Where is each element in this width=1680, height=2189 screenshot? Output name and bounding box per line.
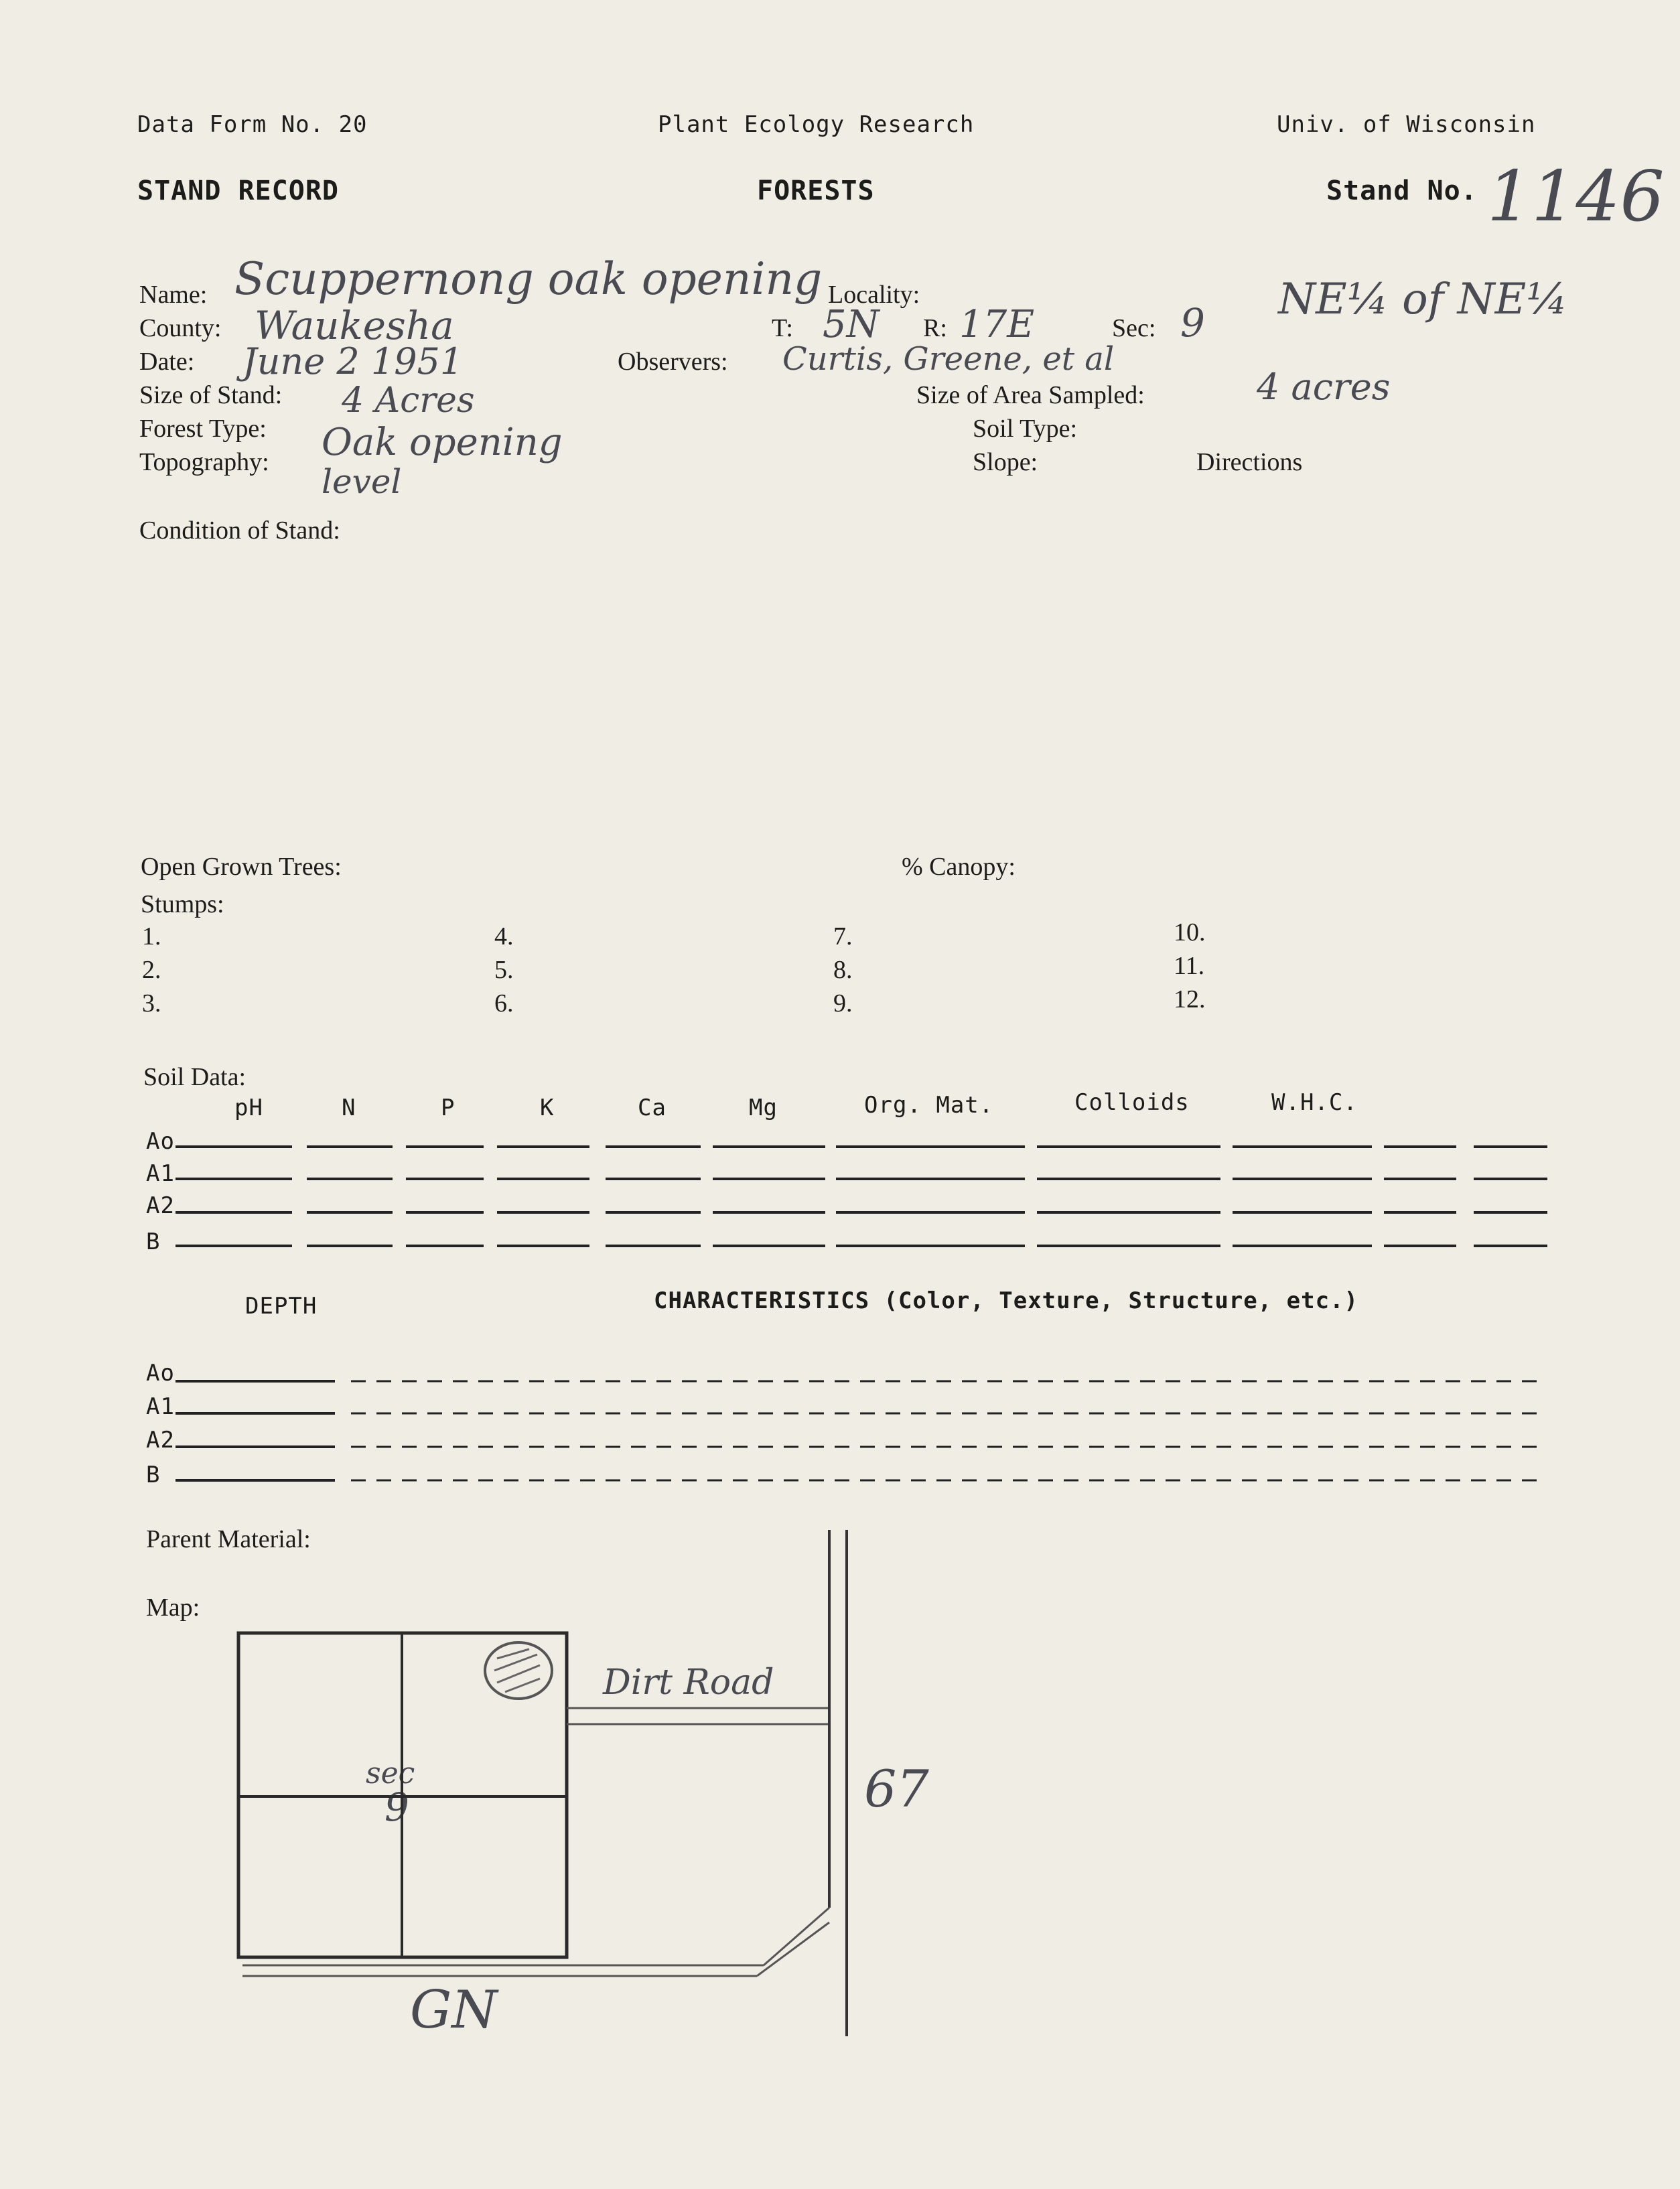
map-road-label: Dirt Road [603, 1663, 774, 1703]
topography-label: Topography: [139, 448, 269, 476]
stump-5: 5. [494, 956, 514, 984]
map-bottom-label: GN [410, 1980, 498, 2040]
date-value: June 2 1951 [242, 340, 464, 382]
characteristics-label: CHARACTERISTICS (Color, Texture, Structure, etc.) [654, 1287, 1359, 1314]
horizon-a1: A1 [146, 1160, 175, 1187]
size-of-stand-label: Size of Stand: [139, 381, 283, 409]
canopy-label: % Canopy: [902, 853, 1016, 881]
range-value: 17E [959, 303, 1035, 346]
name-value: Scuppernong oak opening [234, 253, 823, 305]
characteristics-lines [176, 1381, 335, 1480]
stump-7: 7. [833, 922, 853, 950]
section-label: Sec: [1112, 314, 1156, 342]
record-title: STAND RECORD [137, 175, 339, 206]
open-grown-trees-label: Open Grown Trees: [141, 853, 342, 881]
observers-label: Observers: [618, 348, 728, 376]
horizon-b: B [146, 1228, 161, 1255]
stump-4: 4. [494, 922, 514, 950]
horizon-a2: A2 [146, 1192, 175, 1219]
col-k: K [540, 1094, 555, 1121]
directions-label: Directions [1196, 448, 1303, 476]
col-ph: pH [234, 1094, 263, 1121]
university: Univ. of Wisconsin [1277, 111, 1536, 138]
section-value: 9 [1180, 300, 1205, 346]
form-number: Data Form No. 20 [137, 111, 368, 138]
col-p: P [441, 1094, 456, 1121]
depth-label: DEPTH [245, 1293, 318, 1320]
char-horizon-b: B [146, 1462, 161, 1488]
stump-12: 12. [1174, 985, 1206, 1013]
col-whc: W.H.C. [1271, 1089, 1358, 1116]
institution: Plant Ecology Research [658, 111, 975, 138]
stump-2: 2. [142, 956, 161, 984]
forest-type-value: Oak opening [322, 421, 563, 464]
township-value: 5N [823, 303, 880, 346]
locality-value: NE¼ of NE¼ [1278, 275, 1568, 324]
stump-8: 8. [833, 956, 853, 984]
size-of-area-label: Size of Area Sampled: [916, 381, 1145, 409]
size-of-area-value: 4 acres [1257, 366, 1391, 408]
township-label: T: [772, 314, 793, 342]
char-horizon-a2: A2 [146, 1427, 175, 1454]
stumps-label: Stumps: [141, 890, 224, 918]
char-horizon-ao: Ao [146, 1360, 175, 1387]
locality-label: Locality: [828, 281, 920, 309]
stump-10: 10. [1174, 918, 1206, 946]
condition-label: Condition of Stand: [139, 516, 340, 545]
observers-value: Curtis, Greene, et al [782, 340, 1115, 378]
size-of-stand-value: 4 Acres [342, 380, 475, 421]
slope-label: Slope: [973, 448, 1038, 476]
map-sec-number: 9 [384, 1784, 409, 1830]
map-sec-label: sec [366, 1756, 415, 1790]
county-label: County: [139, 314, 222, 342]
stand-number-label: Stand No. [1326, 175, 1478, 206]
stump-1: 1. [142, 922, 161, 950]
stump-9: 9. [833, 989, 853, 1017]
soil-data-lines [176, 1147, 1547, 1246]
stump-11: 11. [1174, 952, 1205, 980]
parent-material-label: Parent Material: [146, 1525, 311, 1553]
stand-number-value: 1146 [1487, 155, 1665, 237]
horizon-ao: Ao [146, 1128, 175, 1155]
category-title: FORESTS [757, 175, 875, 206]
stump-6: 6. [494, 989, 514, 1017]
map-drawing [238, 1530, 847, 2036]
range-label: R: [923, 314, 947, 342]
col-n: N [342, 1094, 356, 1121]
soil-data-label: Soil Data: [143, 1063, 247, 1091]
date-label: Date: [139, 348, 195, 376]
map-label: Map: [146, 1594, 200, 1622]
topography-value: level [322, 462, 402, 501]
county-value: Waukesha [255, 303, 454, 348]
char-horizon-a1: A1 [146, 1393, 175, 1420]
col-colloids: Colloids [1074, 1089, 1190, 1116]
map-highway-label: 67 [864, 1759, 929, 1819]
col-ca: Ca [638, 1094, 667, 1121]
forest-type-label: Forest Type: [139, 415, 267, 443]
name-label: Name: [139, 281, 208, 309]
col-mg: Mg [749, 1094, 778, 1121]
col-org-mat: Org. Mat. [864, 1092, 994, 1119]
stump-3: 3. [142, 989, 161, 1017]
soil-type-label: Soil Type: [973, 415, 1078, 443]
